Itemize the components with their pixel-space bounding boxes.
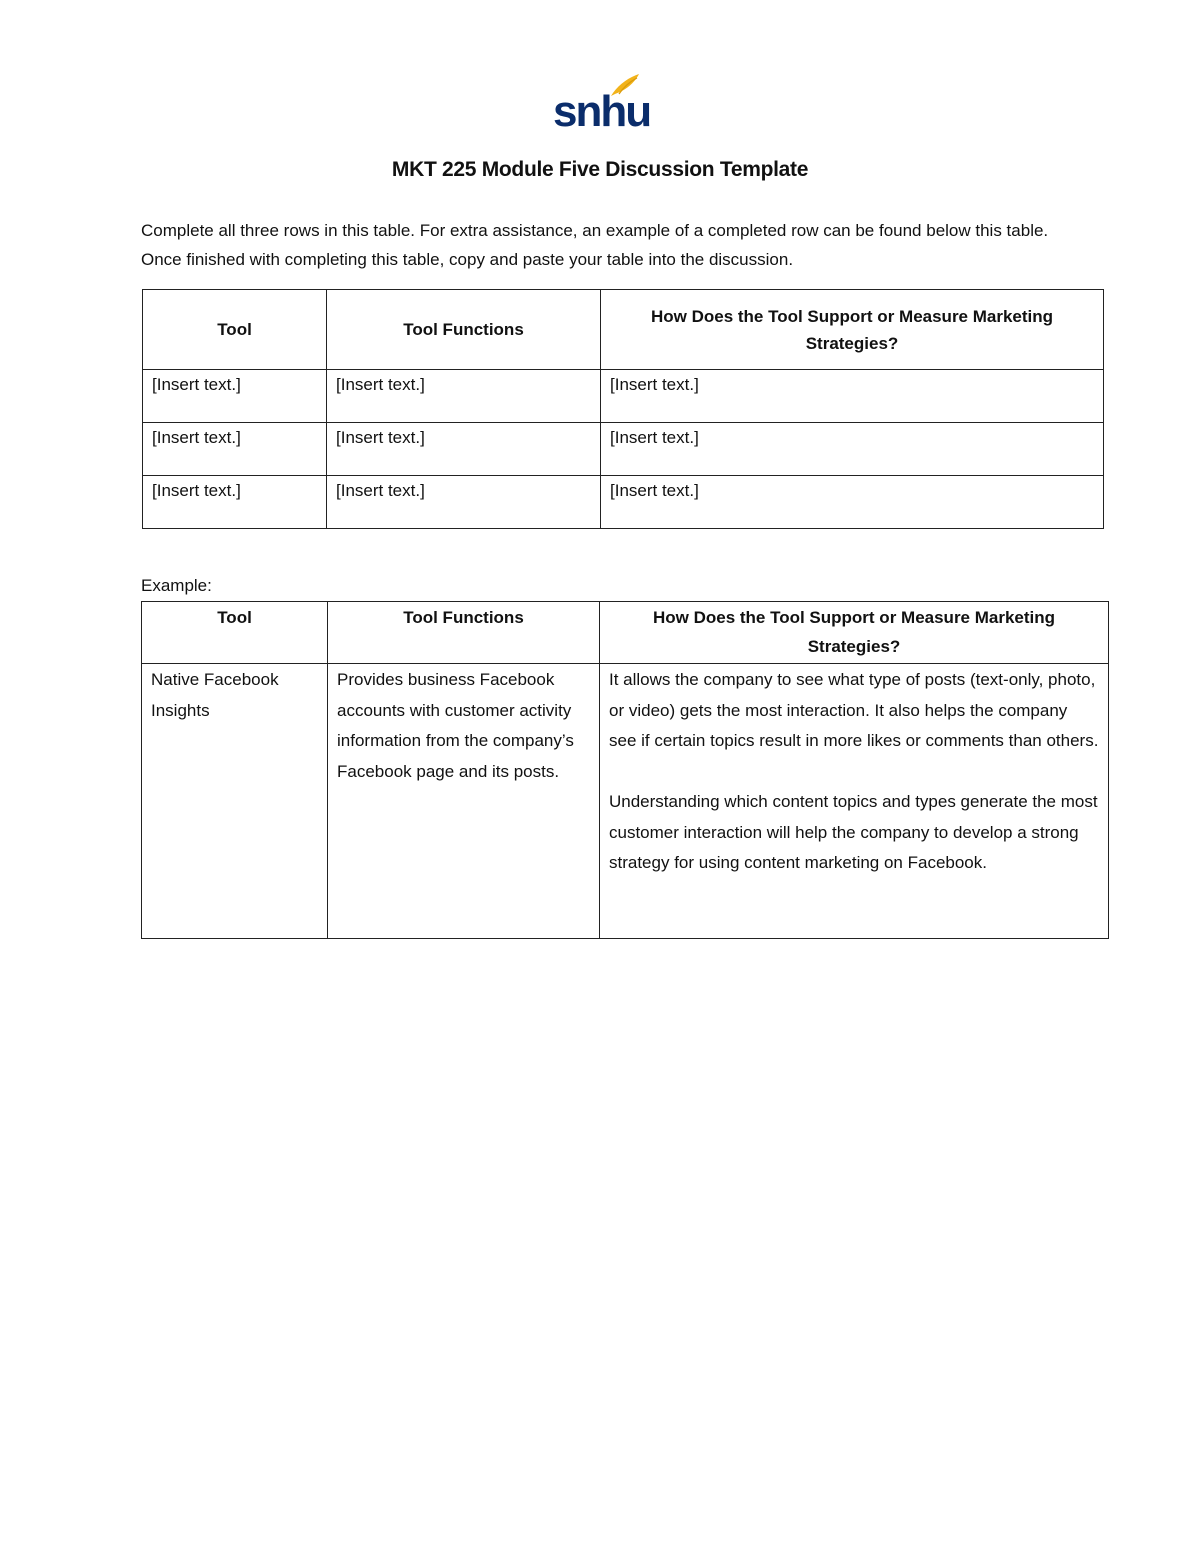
template-table: [142, 289, 1104, 529]
table-cell[interactable]: [Insert text.]: [601, 476, 1104, 529]
example-label: Example:: [141, 576, 212, 595]
snhu-logo: [553, 72, 651, 136]
table-cell[interactable]: [Insert text.]: [327, 423, 601, 476]
example-functions-cell: Provides business Facebook accounts with customer activity information from the company’s Facebook page and its posts.: [328, 664, 600, 939]
header-support-measure: How Does the Tool Support or Measure Marketing Strategies?: [601, 290, 1104, 370]
table-cell[interactable]: [Insert text.]: [327, 476, 601, 529]
table-cell[interactable]: [Insert text.]: [327, 370, 601, 423]
intro-paragraph: Complete all three rows in this table. For extra assistance, an example of a completed row can be found below this table. Once finished with completing this table, copy and paste your table into the discussion.: [141, 221, 1049, 269]
header-tool-functions: Tool Functions: [328, 602, 600, 664]
table-cell[interactable]: [Insert text.]: [143, 370, 327, 423]
example-table: [141, 601, 1109, 939]
example-support-paragraph-1: It allows the company to see what type of posts (text-only, photo, or video) gets the most interaction. It also helps the company see if certain topics result in more likes or comments than others.: [609, 670, 1099, 750]
example-support-paragraph-2: Understanding which content topics and types generate the most customer interaction will help the company to develop a strong strategy for using content marketing on Facebook.: [609, 792, 1098, 872]
table-row: [143, 476, 1104, 529]
example-support-cell: [600, 664, 1109, 939]
table-cell[interactable]: [Insert text.]: [601, 370, 1104, 423]
header-tool: Tool: [142, 602, 328, 664]
header-support-measure: How Does the Tool Support or Measure Marketing Strategies?: [600, 602, 1109, 664]
header-tool-functions: Tool Functions: [327, 290, 601, 370]
table-row: [142, 664, 1109, 939]
table-row: [143, 423, 1104, 476]
logo-wordmark: snhu: [553, 87, 651, 136]
table-cell[interactable]: [Insert text.]: [143, 476, 327, 529]
table-header-row: [142, 602, 1109, 664]
table-cell[interactable]: [Insert text.]: [601, 423, 1104, 476]
page-title: MKT 225 Module Five Discussion Template: [391, 158, 809, 181]
table-cell[interactable]: [Insert text.]: [143, 423, 327, 476]
example-tool-cell: Native Facebook Insights: [142, 664, 328, 939]
header-tool: Tool: [143, 290, 327, 370]
table-row: [143, 370, 1104, 423]
table-header-row: [143, 290, 1104, 370]
